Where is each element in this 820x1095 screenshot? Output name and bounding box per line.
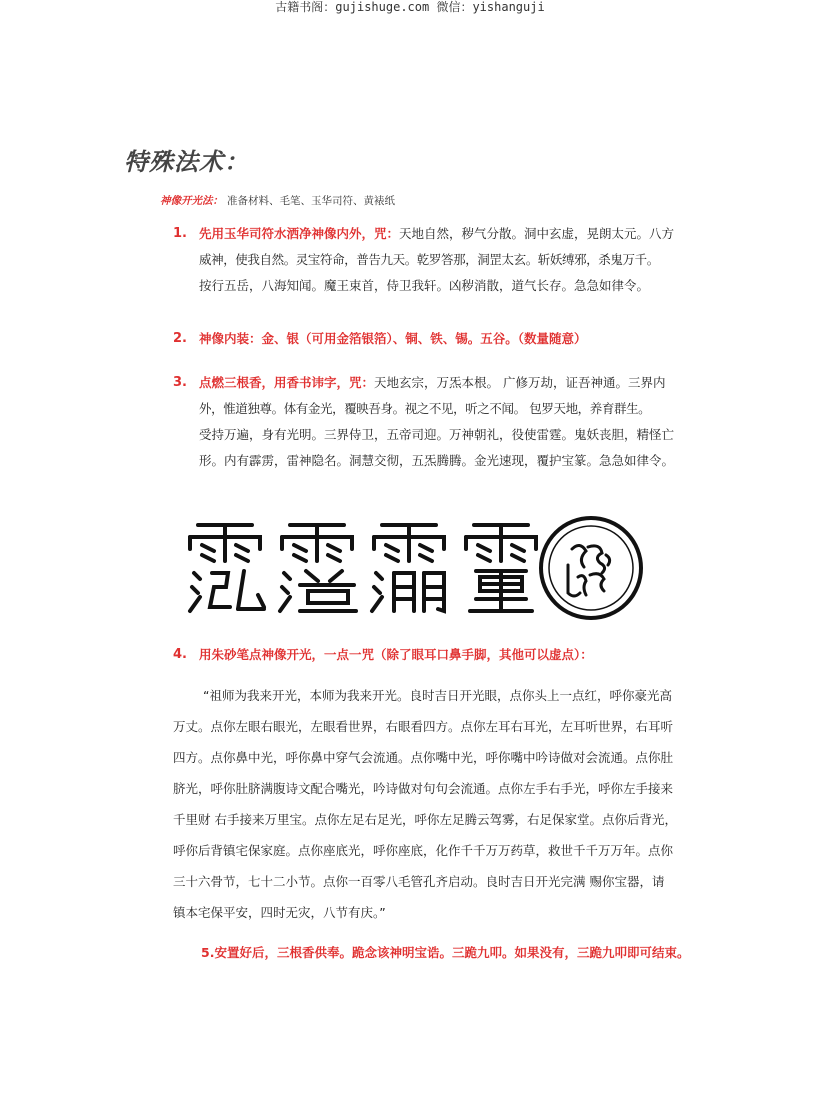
- subtitle-materials: 准备材料、毛笔、玉华司符、黄裱纸: [227, 195, 395, 207]
- step-5-final: 5.安置好后，三根香供奉。跪念该神明宝诰。三跪九叩。如果没有，三跪九叩即可结束。: [201, 945, 690, 960]
- step-lead: 用朱砂笔点神像开光，一点一咒（除了眼耳口鼻手脚，其他可以虚点）：: [199, 647, 593, 662]
- talisman-char: [180, 515, 270, 636]
- subtitle: [160, 194, 395, 208]
- incantation-line: 千里财 右手接来万里宝。点你左足右足光，呼你左足腾云驾雾，右足保家堂。点你后背光，: [173, 812, 677, 827]
- incantation-line: “祖师为我来开光，本师为我来开光。良时吉日开光眼，点你头上一点红，呼你豪光高: [203, 688, 672, 703]
- step-text: [199, 221, 689, 299]
- page-title: 特殊法术：: [124, 148, 249, 176]
- talisman-char: [456, 515, 546, 636]
- step-number: 3.: [173, 375, 187, 390]
- step-text: [199, 642, 689, 668]
- incantation-line: 脐光，呼你肚脐满腹诗文配合嘴光，吟诗做对句句会流通。点你左手右手光，呼你左手接来: [173, 781, 674, 796]
- seal-stamp-icon: [538, 515, 644, 621]
- incantation-line: 万丈。点你左眼右眼光，左眼看世界，右眼看四方。点你左耳右耳光，左耳听世界，右耳听: [173, 719, 674, 734]
- step-number: 1.: [173, 226, 187, 241]
- step-lead: 神像内装：金、银（可用金箔银箔）、铜、铁、锡。五谷。（数量随意）: [199, 331, 587, 346]
- step-number: 2.: [173, 331, 187, 346]
- step-line: 按行五岳，八海知闻。魔王束首，侍卫我轩。凶秽消散，道气长存。急急如律令。: [199, 278, 650, 293]
- step-text: [199, 370, 689, 474]
- step-line: 受持万遍，身有光明。三界侍卫，五帝司迎。万神朝礼，役使雷霆。鬼妖丧胆，精怪亡: [199, 427, 675, 442]
- talisman-char: [364, 515, 454, 636]
- step-line: 天地玄宗，万炁本根。 广修万劫，证吾神通。三界内: [374, 375, 666, 390]
- step-number: 4.: [173, 647, 187, 662]
- step-line: 外，惟道独尊。体有金光，覆映吾身。视之不见，听之不闻。 包罗天地，养育群生。: [199, 401, 651, 416]
- step-lead: 点燃三根香，用香书讳字，咒：: [199, 375, 375, 390]
- incantation-line: 三十六骨节，七十二小节。点你一百零八毛管孔齐启动。良时吉日开光完满 赐你宝器，请: [173, 874, 665, 889]
- talisman-char: [272, 515, 362, 636]
- incantation-line: 四方。点你鼻中光，呼你鼻中穿气会流通。点你嘴中光，呼你嘴中吟诗做对会流通。点你肚: [173, 750, 674, 765]
- step-line: 形。内有霹雳，雷神隐名。洞慧交彻，五炁腾腾。金光速现，覆护宝篆。急急如律令。: [199, 453, 675, 468]
- source-watermark: 古籍书阁：gujishuge.com 微信：yishanguji: [275, 0, 545, 14]
- incantation-line: 呼你后背镇宅保家庭。点你座底光，呼你座底，化作千千万万药草，救世千千万万年。点你: [173, 843, 674, 858]
- step-line: 威神，使我自然。灵宝符命，普告九天。乾罗答那，洞罡太玄。斩妖缚邪，杀鬼万千。: [199, 252, 659, 267]
- step-lead: 先用玉华司符水洒净神像内外，咒：: [199, 226, 400, 241]
- step-text: [199, 326, 689, 352]
- step-line: 天地自然，秽气分散。洞中玄虚，晃朗太元。八方: [399, 226, 675, 241]
- incantation-paragraph: [173, 680, 691, 928]
- subtitle-label: 神像开光法：: [160, 195, 223, 207]
- incantation-line: 镇本宅保平安，四时无灾，八节有庆。”: [173, 905, 386, 920]
